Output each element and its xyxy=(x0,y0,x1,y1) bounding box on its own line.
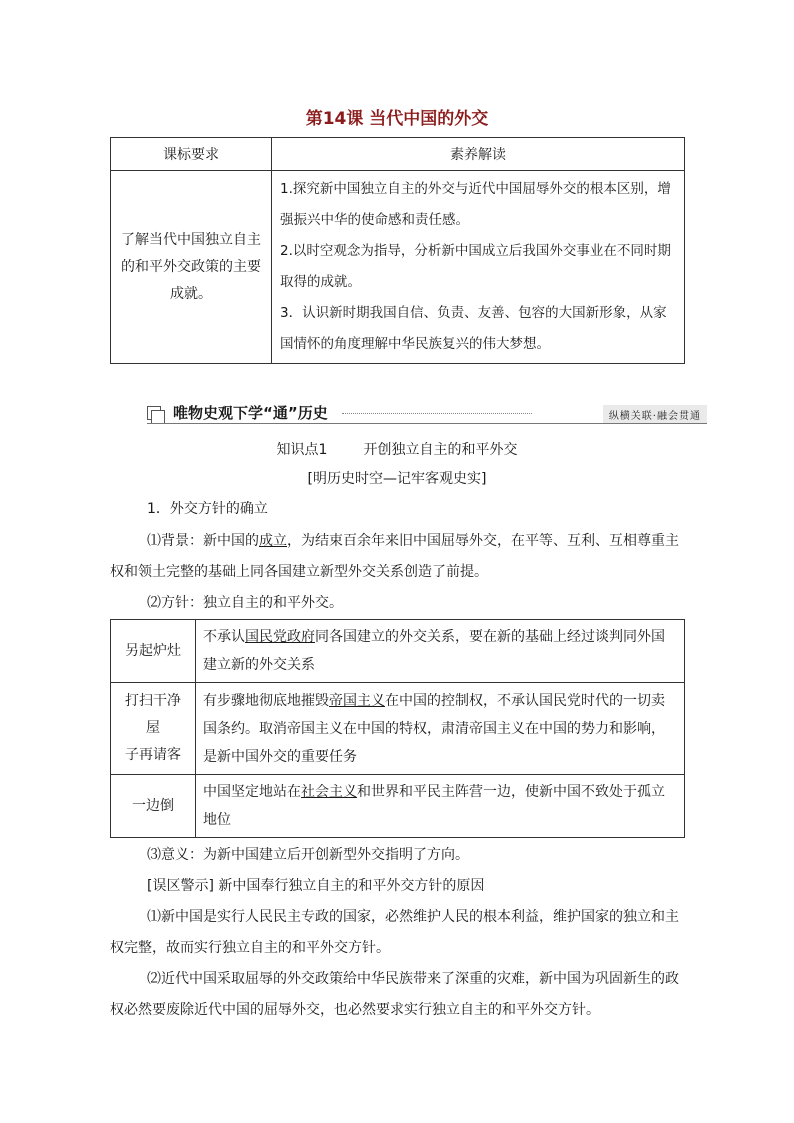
knowledge-point-subtitle: [明历史时空—记牢客观史实] xyxy=(307,471,487,487)
banner-square-icon xyxy=(151,410,165,424)
policy-text: 有步骤地彻底地摧毁 xyxy=(203,692,329,709)
section-rule xyxy=(147,423,707,424)
background-paragraph xyxy=(110,526,685,588)
literacy-cell xyxy=(272,171,685,364)
knowledge-point-title: 开创独立自主的和平外交 xyxy=(363,442,518,458)
section-banner xyxy=(147,402,707,426)
policy-key: 另起炉灶 xyxy=(111,620,196,683)
header-literacy: 素养解读 xyxy=(272,138,685,171)
heading-policy-establishment: 1．外交方针的确立 xyxy=(147,501,268,517)
policy-key: 一边倒 xyxy=(111,775,196,838)
page-title: 第14课 当代中国的外交 xyxy=(305,109,489,129)
dotted-divider xyxy=(342,413,532,414)
background-text: 新中国的 xyxy=(203,533,259,549)
underlined-term: 成立 xyxy=(259,533,287,549)
requirement-cell: 了解当代中国独立自主的和平外交政策的主要成就。 xyxy=(111,171,272,364)
policy-key-line: 打扫干净 xyxy=(125,693,181,709)
header-requirements: 课标要求 xyxy=(111,138,272,171)
policy-text: 和世界和平民主阵营一边，使新中国不致处于孤立地位 xyxy=(203,784,665,828)
policy-value xyxy=(196,683,685,775)
misconception-warning: [误区警示] 新中国奉行独立自主的和平外交方针的原因 xyxy=(147,878,485,894)
policy-text: 同各国建立的外交关系，要在新的基础上经过谈判同外国建立新的外交关系 xyxy=(203,629,665,673)
policy-key-line: 子再请客 xyxy=(125,747,181,763)
policy-key xyxy=(111,683,196,775)
policy-text: 中国坚定地站在 xyxy=(203,784,301,800)
policy-table xyxy=(110,619,685,838)
knowledge-point-number: 知识点1 xyxy=(276,442,328,458)
policy-text: 不承认 xyxy=(203,629,245,645)
literacy-item: 1.探究新中国独立自主的外交与近代中国屈辱外交的根本区别，增强振兴中华的使命感和责任感。 xyxy=(280,181,671,228)
reason-paragraph: ⑵近代中国采取屈辱的外交政策给中华民族带来了深重的灾难，新中国为巩固新生的政权必然要废除近代中国的屈辱外交，也必然要求实行独立自主的和平外交方针。 xyxy=(110,971,679,1018)
underlined-term: 社会主义 xyxy=(301,784,357,800)
section-title: 唯物史观下学“通”历史 xyxy=(173,404,328,422)
background-label: ⑴背景： xyxy=(147,533,203,549)
policy-key-line: 屋 xyxy=(146,720,160,736)
policy-text: 在中国的控制权，不承认国民党时代的一切卖国条约。取消帝国主义在中国的特权，肃清帝国主义在中国的势力和影响，是新中国外交的重要任务 xyxy=(203,692,665,765)
reason-paragraph: ⑴新中国是实行人民民主专政的国家，必然维护人民的根本利益，维护国家的独立和主权完整，故而实行独立自主的和平外交方针。 xyxy=(110,909,679,956)
literacy-item: 2.以时空观念为指导，分析新中国成立后我国外交事业在不同时期取得的成就。 xyxy=(280,243,671,290)
significance-line: ⑶意义：为新中国建立后开创新型外交指明了方向。 xyxy=(147,847,469,863)
underlined-term: 国民党政府 xyxy=(245,629,315,645)
section-tag: 纵横关联·融会贯通 xyxy=(603,405,707,424)
knowledge-point-heading xyxy=(0,439,794,459)
policy-value xyxy=(196,620,685,683)
literacy-item: 3．认识新时期我国自信、负责、友善、包容的大国新形象，从家国情怀的角度理解中华民族复兴的伟大梦想。 xyxy=(280,305,667,352)
background-text: ，为结束百余年来旧中国屈辱外交，在平等、互利、互相尊重主权和领土完整的基础上同各国建立新型外交关系创造了前提。 xyxy=(110,533,679,580)
underlined-term: 帝国主义 xyxy=(329,692,385,709)
policy-line: ⑵方针：独立自主的和平外交。 xyxy=(147,595,343,611)
policy-value xyxy=(196,775,685,838)
standards-table xyxy=(110,137,685,364)
